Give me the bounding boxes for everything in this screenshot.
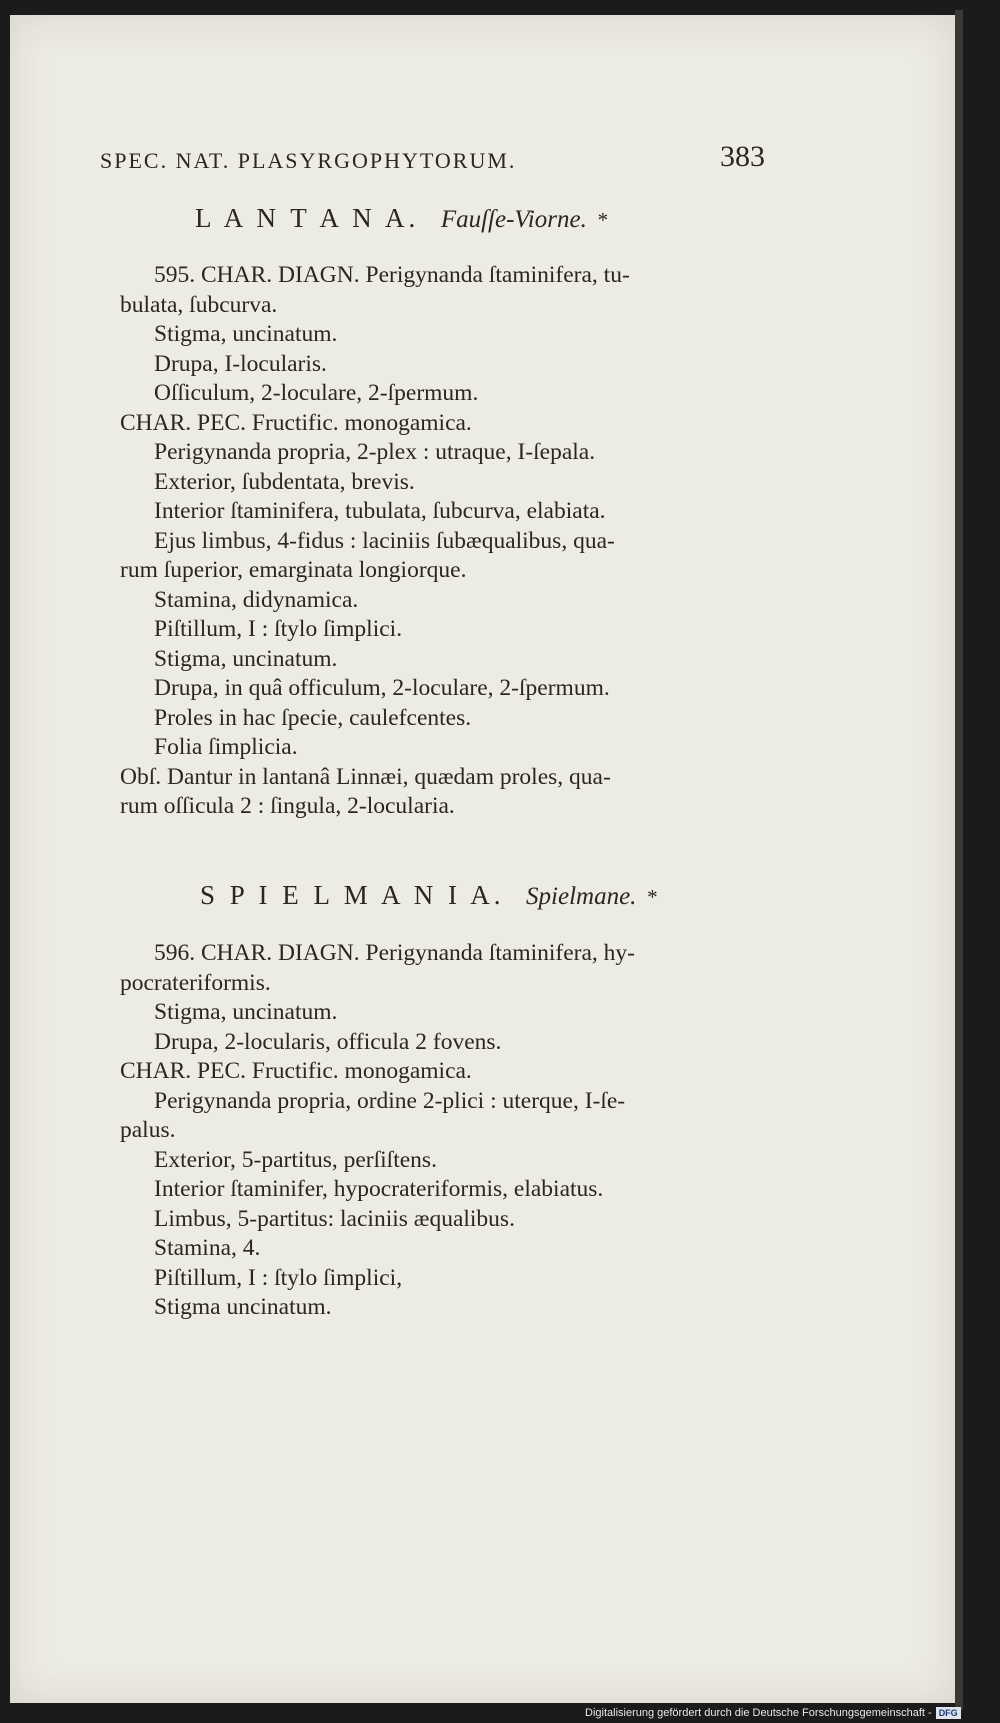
text-line: Piſtillum, I : ſtylo ſimplici. bbox=[154, 616, 403, 642]
text-line: Stigma, uncinatum. bbox=[154, 321, 338, 347]
vernacular-name: Spielmane. bbox=[526, 883, 637, 910]
dfg-logo: DFG bbox=[936, 1707, 961, 1719]
text-line: Exterior, ſubdentata, brevis. bbox=[154, 468, 415, 495]
text-line: Ejus limbus, 4-fidus : laciniis ſubæqualibus, qua- bbox=[154, 527, 615, 554]
running-header bbox=[100, 140, 765, 174]
text-line: Stigma uncinatum. bbox=[154, 1294, 332, 1320]
text-line: Drupa, in quâ officulum, 2-loculare, 2-ſpermum. bbox=[154, 675, 610, 701]
text-line: bulata, ſubcurva. bbox=[120, 291, 278, 318]
page-number: 383 bbox=[720, 140, 765, 173]
text-line: rum oſſicula 2 : ſingula, 2-locularia. bbox=[120, 793, 455, 819]
footer bbox=[585, 1707, 961, 1719]
genus-name: S P I E L M A N I A. bbox=[200, 880, 505, 910]
text-line: Obſ. Dantur in lantanâ Linnæi, quædam proles, qua- bbox=[120, 763, 611, 790]
text-line: Perigynanda propria, 2-plex : utraque, I-ſepala. bbox=[154, 439, 596, 465]
text-line: Interior ſtaminifera, tubulata, ſubcurva, elabiata. bbox=[154, 498, 606, 524]
text-line: 596. CHAR. DIAGN. Perigynanda ſtaminifera, hy- bbox=[154, 940, 636, 966]
text-line: Proles in hac ſpecie, caulefcentes. bbox=[154, 704, 472, 731]
text-line: Stamina, 4. bbox=[154, 1235, 261, 1261]
text-line: CHAR. PEC. Fructific. monogamica. bbox=[120, 1058, 472, 1084]
text-line: Limbus, 5-partitus: laciniis æqualibus. bbox=[154, 1205, 515, 1232]
text-line: Drupa, I-locularis. bbox=[154, 350, 327, 377]
genus-name: L A N T A N A. bbox=[195, 203, 420, 233]
running-title: SPEC. NAT. PLASYRGOPHYTORUM. bbox=[100, 148, 517, 173]
section-title-lantana bbox=[195, 203, 840, 234]
section-title-spielmania bbox=[200, 880, 845, 911]
text-line: Interior ſtaminifer, hypocrateriformis, elabiatus. bbox=[154, 1176, 604, 1202]
vernacular-name: Fauſſe-Viorne. bbox=[440, 206, 587, 233]
book-page bbox=[10, 15, 955, 1703]
mark: * bbox=[597, 208, 613, 232]
section-body-lantana bbox=[120, 261, 765, 822]
page-edge bbox=[955, 10, 963, 1710]
text-line: CHAR. PEC. Fructific. monogamica. bbox=[120, 409, 472, 436]
text-line: Stigma, uncinatum. bbox=[154, 645, 338, 672]
text-line: 595. CHAR. DIAGN. Perigynanda ſtaminifera, tu- bbox=[154, 262, 630, 288]
text-line: Oſſiculum, 2-loculare, 2-ſpermum. bbox=[154, 380, 479, 406]
text-line: Stigma, uncinatum. bbox=[154, 999, 338, 1025]
text-line: Exterior, 5-partitus, perſiſtens. bbox=[154, 1146, 437, 1173]
text-line: pocrateriformis. bbox=[120, 969, 271, 996]
footer-text: Digitalisierung gefördert durch die Deutsche Forschungsgemeinschaft - bbox=[585, 1707, 932, 1719]
text-line: rum ſuperior, emarginata longiorque. bbox=[120, 557, 467, 583]
text-line: Piſtillum, I : ſtylo ſimplici, bbox=[154, 1264, 403, 1291]
mark: * bbox=[647, 885, 662, 909]
text-line: Drupa, 2-locularis, officula 2 fovens. bbox=[154, 1028, 502, 1055]
text-line: Folia ſimplicia. bbox=[154, 734, 298, 760]
text-line: Perigynanda propria, ordine 2-plici : uterque, I-ſe- bbox=[154, 1087, 626, 1114]
text-line: palus. bbox=[120, 1117, 176, 1143]
text-line: Stamina, didynamica. bbox=[154, 586, 359, 613]
section-body-spielmania bbox=[120, 939, 765, 1323]
